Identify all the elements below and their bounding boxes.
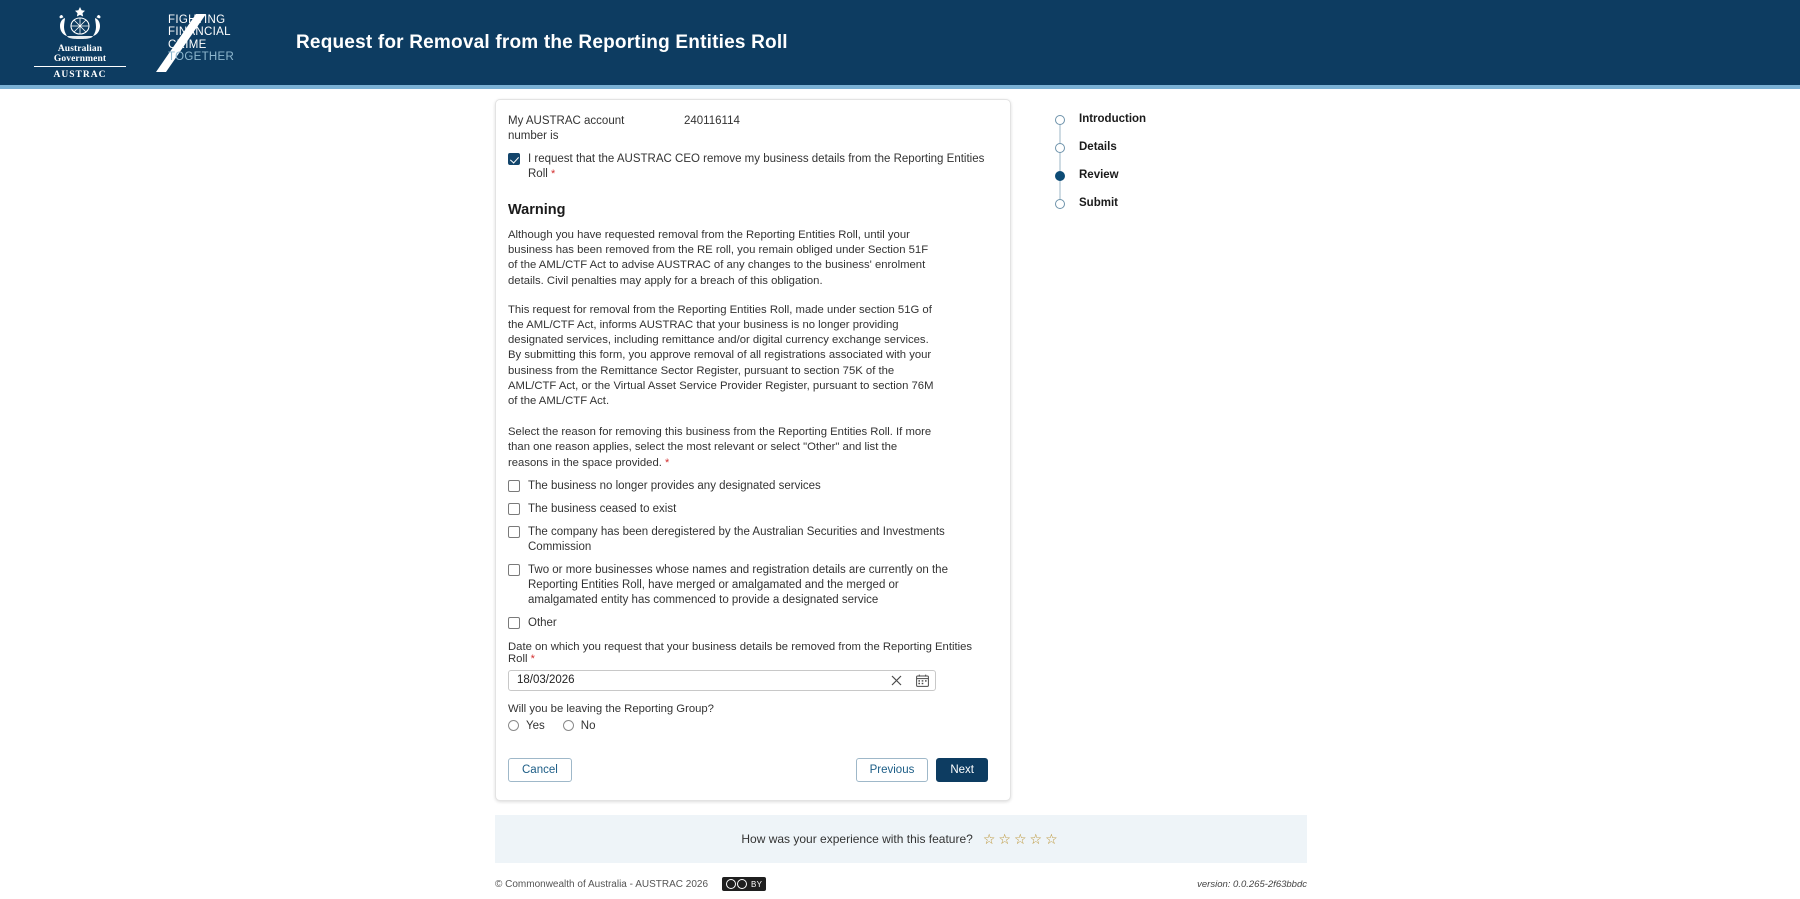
app-header [0, 0, 1800, 89]
leaving-group-option-yes[interactable] [508, 720, 545, 732]
reason-label-3: Two or more businesses whose names and registration details are currently on the Reporting Entities Roll, have merged or amalgamated and the merged or amalgamated entity has commenced to provide a designated service [528, 563, 948, 606]
reason-label-1: The business ceased to exist [528, 502, 677, 515]
reason-checkbox-0[interactable] [508, 480, 520, 492]
reason-label-0: The business no longer provides any designated services [528, 479, 821, 492]
stepper-item-review[interactable] [1051, 169, 1251, 197]
page-title: Request for Removal from the Reporting Entities Roll [296, 31, 788, 53]
stepper-dot-col-2 [1051, 169, 1069, 181]
radio-no[interactable] [563, 720, 574, 731]
reason-checkbox-3[interactable] [508, 564, 520, 576]
crest-austrac-label: AUSTRAC [53, 69, 107, 80]
removal-date-value[interactable]: 18/03/2026 [517, 674, 575, 687]
creative-commons-badge[interactable] [722, 877, 766, 891]
next-button[interactable]: Next [936, 758, 988, 782]
radio-no-label: No [580, 719, 596, 732]
coat-of-arms-icon [34, 6, 126, 42]
reason-required-marker: * [665, 456, 670, 469]
tagline-line-2: FINANCIAL [168, 26, 231, 38]
rating-star-2[interactable]: ☆ [998, 831, 1011, 847]
stepper-item-submit[interactable] [1051, 197, 1251, 225]
stepper-dot-col-1 [1051, 141, 1069, 153]
reason-option-3[interactable] [508, 563, 988, 608]
date-field-label [508, 641, 988, 665]
account-number-label: My AUSTRAC account number is [508, 115, 625, 142]
stepper-label-introduction: Introduction [1079, 113, 1147, 125]
reason-prompt [508, 425, 940, 471]
stepper-label-submit: Submit [1079, 197, 1118, 209]
australian-government-crest [34, 6, 126, 80]
form-actions [508, 758, 988, 782]
removal-request-form-card [495, 99, 1011, 801]
date-field-label-text: Date on which you request that your business details be removed from the Reporting Entities Roll [508, 640, 973, 665]
cc-licence-label: BY [751, 879, 763, 889]
stepper-dot-introduction[interactable] [1055, 115, 1065, 125]
reason-label-2: The company has been deregistered by the Australian Securities and Investments Commission [528, 525, 945, 553]
reason-option-4[interactable] [508, 616, 988, 631]
reason-option-0[interactable] [508, 479, 988, 494]
stepper-dot-submit[interactable] [1055, 199, 1065, 209]
footer-left [495, 877, 766, 891]
account-number-value: 240116114 [684, 115, 740, 127]
stepper-dot-col-0 [1051, 113, 1069, 125]
leaving-group-radios [508, 720, 988, 732]
rating-star-3[interactable]: ☆ [1013, 831, 1027, 847]
leaving-group-question: Will you be leaving the Reporting Group? [508, 702, 714, 715]
reason-checkbox-2[interactable] [508, 526, 520, 538]
consent-checkbox-row[interactable] [508, 152, 988, 182]
close-icon[interactable] [883, 671, 909, 690]
rating-star-4[interactable]: ☆ [1029, 831, 1043, 847]
reason-checkbox-1[interactable] [508, 503, 520, 515]
reason-label-4: Other [528, 616, 557, 629]
leaving-group-option-no[interactable] [563, 720, 596, 732]
rating-stars[interactable] [983, 832, 1061, 846]
stepper-item-details[interactable] [1051, 141, 1251, 169]
radio-yes-label: Yes [526, 719, 545, 732]
rating-star-1[interactable]: ☆ [982, 831, 996, 847]
navigation-buttons [848, 758, 988, 782]
reason-prompt-text: Select the reason for removing this business from the Reporting Entities Roll. If more than one reason applies, select the most relevant or select "Other" and list the reasons in the space provided. [508, 426, 932, 469]
stepper-label-details: Details [1079, 141, 1117, 153]
previous-button[interactable]: Previous [856, 758, 929, 782]
copyright-text: © Commonwealth of Australia - AUSTRAC 2026 [495, 878, 709, 890]
stepper-dot-col-3 [1051, 197, 1069, 209]
feedback-question: How was your experience with this feature? [741, 832, 973, 846]
main-content [0, 89, 1800, 801]
radio-yes[interactable] [508, 720, 519, 731]
feedback-bar [495, 815, 1307, 863]
stepper-dot-review[interactable] [1055, 171, 1065, 181]
removal-date-field[interactable] [508, 670, 936, 691]
stepper-item-introduction[interactable] [1051, 113, 1251, 141]
cancel-button[interactable]: Cancel [508, 758, 572, 782]
reason-option-2[interactable] [508, 525, 988, 555]
tagline-line-3: CRIME [168, 38, 207, 51]
date-required-marker: * [530, 652, 535, 665]
page-footer [495, 877, 1307, 891]
fighting-financial-crime-logo [150, 12, 260, 74]
consent-text: I request that the AUSTRAC CEO remove my business details from the Reporting Entities Roll [528, 153, 985, 180]
stepper-label-review: Review [1079, 169, 1119, 181]
cc-icon [726, 879, 748, 889]
consent-checkbox-label [528, 152, 988, 182]
calendar-icon[interactable] [909, 671, 935, 690]
version-text: version: 0.0.265-2f63bbdc [1197, 878, 1307, 890]
tagline-line-4: TOGETHER [168, 51, 235, 63]
rating-star-5[interactable]: ☆ [1045, 831, 1058, 847]
reason-checkbox-4[interactable] [508, 617, 520, 629]
warning-heading: Warning [508, 202, 566, 218]
reason-option-1[interactable] [508, 502, 988, 517]
crest-government-label: Australian Government [34, 44, 126, 67]
tagline-line-1: FIGHTING [168, 13, 226, 26]
stepper-dot-details[interactable] [1055, 143, 1065, 153]
consent-required-marker: * [551, 168, 556, 180]
account-number-row [508, 114, 988, 144]
content-shell [495, 99, 1305, 801]
consent-checkbox[interactable] [508, 153, 520, 165]
warning-paragraph-1: Although you have requested removal from the Reporting Entities Roll, until your business has been removed from the RE roll, you remain obliged under Section 51F of the AML/CTF Act to advise AUSTRAC of any changes to the business' enrolment details. Civil penalties may apply for a breach of this obligation. [508, 229, 929, 287]
progress-stepper [1051, 99, 1251, 225]
warning-paragraph-2: This request for removal from the Reporting Entities Roll, made under section 51G of the AML/CTF Act, informs AUSTRAC that your business is no longer providing designated services, including remittance and/or digital currency exchange services. By submitting this form, you approve removal of all registrations associated with your business from the Remittance Sector Register, pursuant to section 75K of the AML/CTF Act, or the Virtual Asset Service Provider Register, pursuant to section 76M of the AML/CTF Act. [508, 303, 934, 408]
